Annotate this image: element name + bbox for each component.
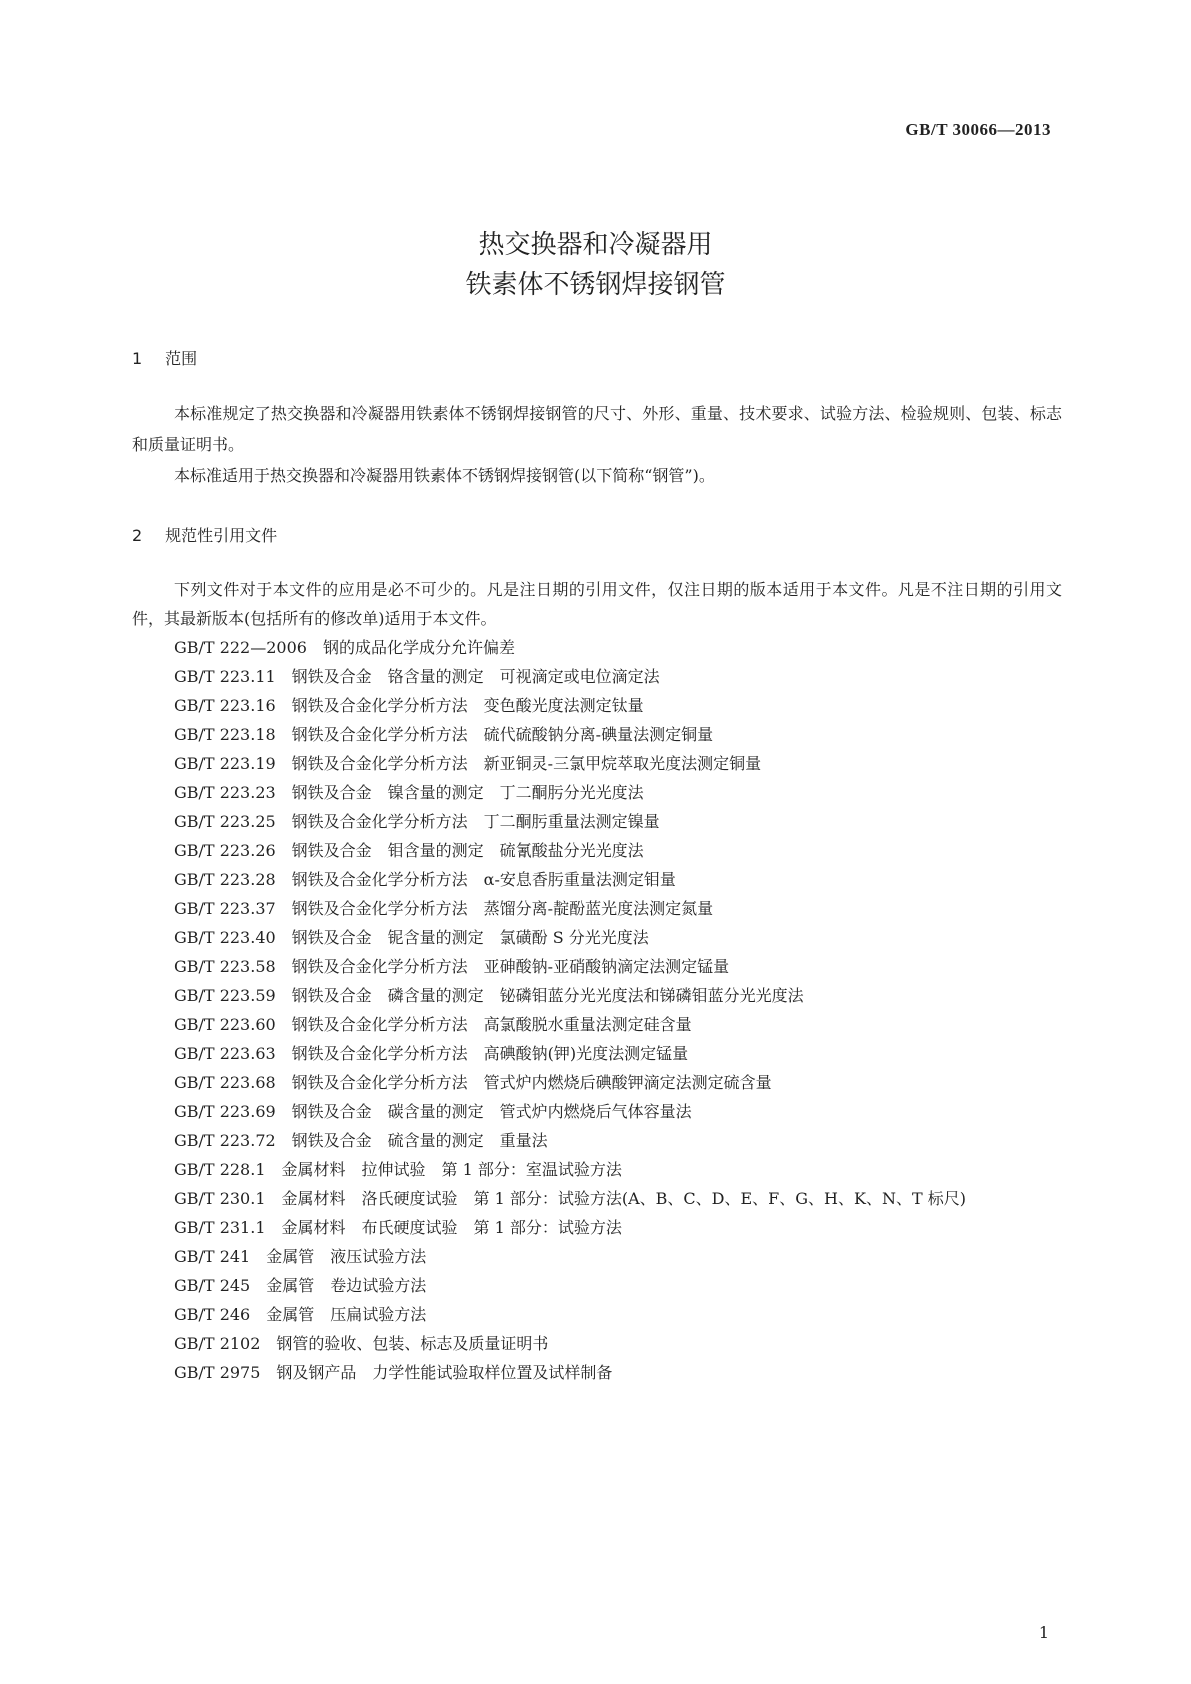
reference-list <box>132 633 1062 1387</box>
paragraph: 本标准适用于热交换器和冷凝器用铁素体不锈钢焊接钢管(以下简称“钢管”)。 <box>174 466 715 485</box>
reference-item: GB/T 223.37 钢铁及合金化学分析方法 蒸馏分离-靛酚蓝光度法测定氮量 <box>174 899 714 918</box>
title-line-2: 铁素体不锈钢焊接钢管 <box>465 270 726 300</box>
reference-item: GB/T 246 金属管 压扁试验方法 <box>174 1305 427 1324</box>
document-title <box>0 225 1191 305</box>
reference-item: GB/T 228.1 金属材料 拉伸试验 第 1 部分：室温试验方法 <box>174 1160 622 1179</box>
reference-item: GB/T 223.72 钢铁及合金 硫含量的测定 重量法 <box>174 1131 548 1150</box>
section-number: 2 <box>132 526 143 545</box>
reference-item: GB/T 223.26 钢铁及合金 钼含量的测定 硫氰酸盐分光光度法 <box>174 841 644 860</box>
reference-item: GB/T 223.28 钢铁及合金化学分析方法 α-安息香肟重量法测定钼量 <box>174 870 676 889</box>
reference-item: GB/T 223.60 钢铁及合金化学分析方法 高氯酸脱水重量法测定硅含量 <box>174 1015 692 1034</box>
reference-item: GB/T 223.11 钢铁及合金 铬含量的测定 可视滴定或电位滴定法 <box>174 667 660 686</box>
paragraph: 下列文件对于本文件的应用是必不可少的。凡是注日期的引用文件，仅注日期的版本适用于本文件。凡是不注日期的引用文件，其最新版本(包括所有的修改单)适用于本文件。 <box>132 580 1062 628</box>
reference-item: GB/T 223.69 钢铁及合金 碳含量的测定 管式炉内燃烧后气体容量法 <box>174 1102 692 1121</box>
section-1-heading <box>132 346 197 369</box>
reference-item: GB/T 223.40 钢铁及合金 铌含量的测定 氯磺酚 S 分光光度法 <box>174 928 649 947</box>
section-2-heading <box>132 523 277 546</box>
section-1-body <box>132 398 1062 491</box>
reference-item: GB/T 230.1 金属材料 洛氏硬度试验 第 1 部分：试验方法(A、B、C、D、E、F、G、H、K、N、T 标尺) <box>174 1189 966 1208</box>
reference-item: GB/T 222—2006 钢的成品化学成分允许偏差 <box>174 638 515 657</box>
reference-item: GB/T 2975 钢及钢产品 力学性能试验取样位置及试样制备 <box>174 1363 613 1382</box>
section-2-body <box>132 575 1062 1387</box>
reference-item: GB/T 245 金属管 卷边试验方法 <box>174 1276 427 1295</box>
reference-item: GB/T 223.23 钢铁及合金 镍含量的测定 丁二酮肟分光光度法 <box>174 783 644 802</box>
section-title: 规范性引用文件 <box>165 526 278 545</box>
reference-item: GB/T 223.18 钢铁及合金化学分析方法 硫代硫酸钠分离-碘量法测定铜量 <box>174 725 714 744</box>
page-number: 1 <box>1038 1623 1049 1642</box>
section-number: 1 <box>132 349 143 368</box>
reference-item: GB/T 2102 钢管的验收、包装、标志及质量证明书 <box>174 1334 549 1353</box>
reference-item: GB/T 223.19 钢铁及合金化学分析方法 新亚铜灵-三氯甲烷萃取光度法测定铜量 <box>174 754 762 773</box>
reference-item: GB/T 223.16 钢铁及合金化学分析方法 变色酸光度法测定钛量 <box>174 696 644 715</box>
section-title: 范围 <box>165 349 198 368</box>
reference-item: GB/T 223.68 钢铁及合金化学分析方法 管式炉内燃烧后碘酸钾滴定法测定硫含量 <box>174 1073 772 1092</box>
reference-item: GB/T 223.58 钢铁及合金化学分析方法 亚砷酸钠-亚硝酸钠滴定法测定锰量 <box>174 957 730 976</box>
reference-item: GB/T 241 金属管 液压试验方法 <box>174 1247 427 1266</box>
reference-item: GB/T 223.25 钢铁及合金化学分析方法 丁二酮肟重量法测定镍量 <box>174 812 660 831</box>
title-line-1: 热交换器和冷凝器用 <box>478 230 713 260</box>
reference-item: GB/T 231.1 金属材料 布氏硬度试验 第 1 部分：试验方法 <box>174 1218 622 1237</box>
standard-number: GB/T 30066—2013 <box>905 120 1051 139</box>
reference-item: GB/T 223.59 钢铁及合金 磷含量的测定 铋磷钼蓝分光光度法和锑磷钼蓝分光光度法 <box>174 986 804 1005</box>
reference-item: GB/T 223.63 钢铁及合金化学分析方法 高碘酸钠(钾)光度法测定锰量 <box>174 1044 689 1063</box>
paragraph: 本标准规定了热交换器和冷凝器用铁素体不锈钢焊接钢管的尺寸、外形、重量、技术要求、试验方法、检验规则、包装、标志和质量证明书。 <box>132 404 1062 454</box>
